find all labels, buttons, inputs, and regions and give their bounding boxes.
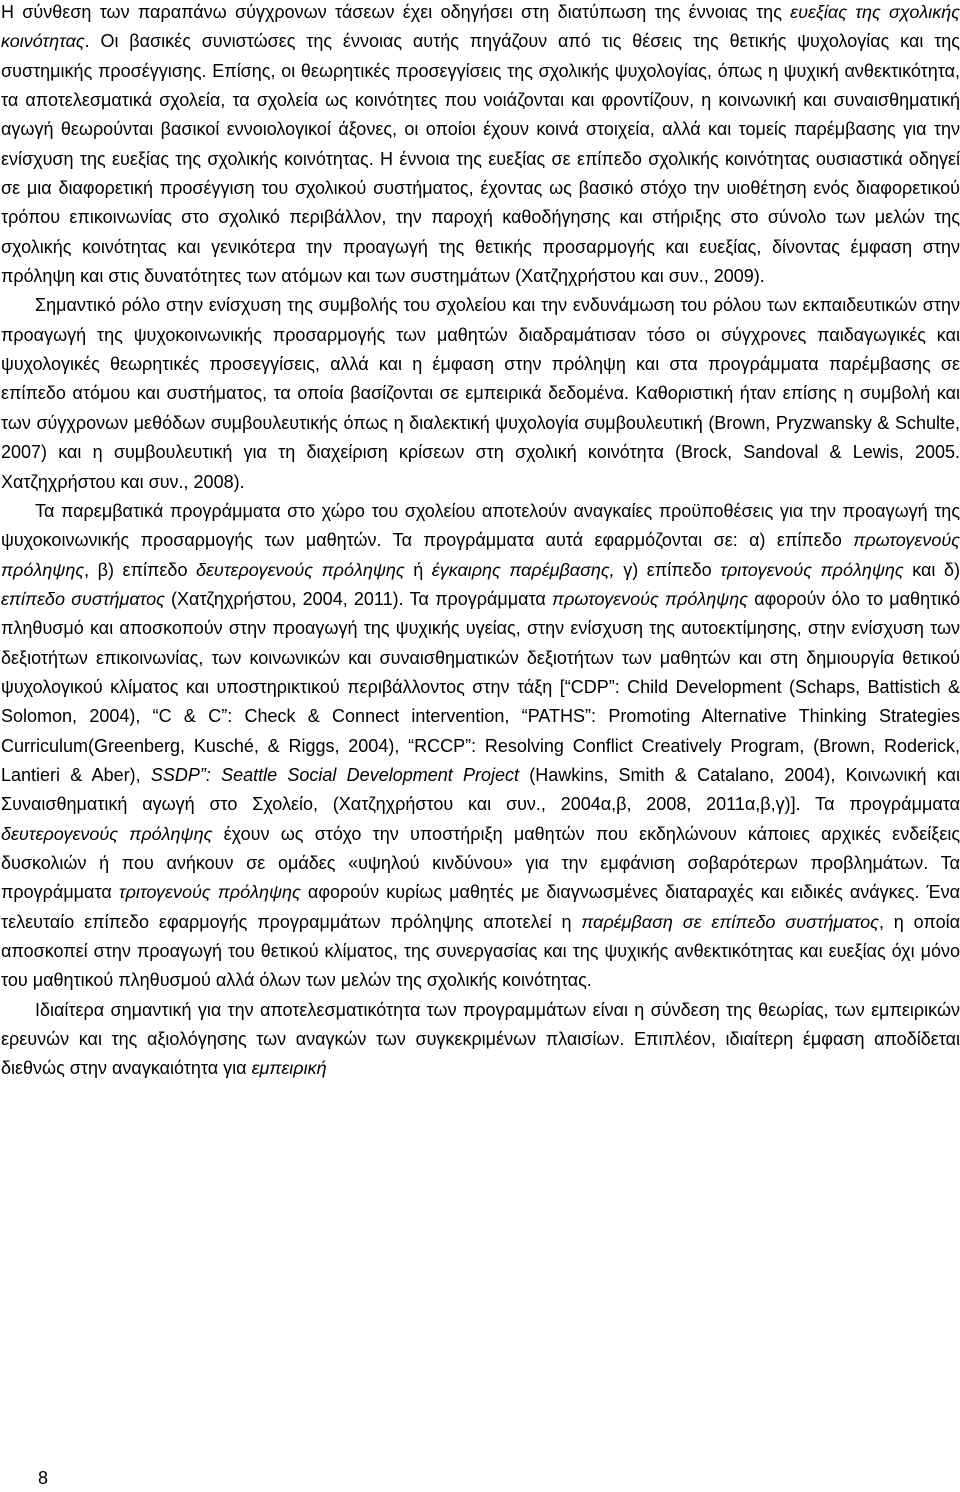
italic-text-run: πρωτογενούς πρόληψης bbox=[552, 588, 749, 609]
italic-text-run: εμπειρική bbox=[251, 1058, 327, 1079]
paragraph-1 bbox=[1, 0, 960, 291]
italic-text-run: τριτογενούς πρόληψης bbox=[720, 559, 904, 580]
italic-text-run: επίπεδο συστήματος bbox=[1, 588, 165, 609]
page-number: 8 bbox=[38, 1468, 49, 1488]
text-run: Τα παρεμβατικά προγράμματα στο χώρο του σχολείου αποτελούν αναγκαίες προϋποθέσεις για την προαγωγή της ψυχοκοινωνικής προσαρμογής των μαθητών. Τα προγράμματα αυτά εφαρμόζονται σε: α) επίπεδο bbox=[1, 500, 960, 551]
text-run: Η σύνθεση των παραπάνω σύγχρονων τάσεων έχει οδηγήσει στη διατύπωση της έννοιας της bbox=[1, 2, 791, 22]
text-run: γ) επίπεδο bbox=[614, 559, 721, 580]
text-run: . Οι βασικές συνιστώσες της έννοιας αυτής πηγάζουν από τις θέσεις της θετικής ψυχολογίας και της συστημικής προσέγγισης. Επίσης, οι θεωρητικές προσεγγίσεις της σχολικής ψυχολογίας, όπως η ψυχική ανθεκτικότητα, τα αποτελεσματικά σχολεία, τα σχολεία ως κοινότητες που νοιάζονται και φροντίζουν, η κοινωνική και συναισθηματική αγωγή θεωρούνται βασικοί εννοιολογικοί άξονες, οι οποίοι έχουν κοινά στοιχεία, αλλά και τομείς παρέμβασης για την ενίσχυση της ευεξίας της σχολικής κοινότητας. Η έννοια της ευεξίας σε επίπεδο σχολικής κοινότητας ουσιαστικά οδηγεί σε μια διαφορετική προσέγγιση του σχολικού συστήματος, έχοντας ως βασικό στόχο την υιοθέτηση ενός διαφορετικού τρόπου επικοινωνίας στο σχολικό περιβάλλον, την παροχή καθοδήγησης και στήριξης στο σύνολο των μελών της σχολικής κοινότητας και γενικότερα την προαγωγή της θετικής προσαρμογής και ευεξίας, δίνοντας έμφαση στην πρόληψη και στις δυνατότητες των ατόμων και των συστημάτων (Χατζηχρήστου και συν., 2009). bbox=[1, 31, 960, 287]
text-run: Σημαντικό ρόλο στην ενίσχυση της συμβολής του σχολείου και την ενδυνάμωση του ρόλου των εκπαιδευτικών στην προαγωγή της ψυχοκοινωνικής προσαρμογής των μαθητών διαδραμάτισαν τόσο οι σύγχρονες παιδαγωγικές και ψυχολογικές θεωρητικές προσεγγίσεις, αλλά και η έμφαση στην πρόληψη και στα προγράμματα παρέμβασης σε επίπεδο ατόμου και συστήματος, τα οποία βασίζονται σε εμπειρικά δεδομένα. Καθοριστική ήταν επίσης η συμβολή και των σύγχρονων μεθόδων συμβουλευτικής όπως η διαλεκτική ψυχολογία συμβουλευτική (Brown, Pryzwansky & Schulte, 2007) και η συμβουλευτική για τη διαχείριση κρίσεων στη σχολική κοινότητα (Brock, Sandoval & Lewis, 2005. Χατζηχρήστου και συν., 2008). bbox=[1, 295, 960, 492]
italic-text-run: παρέμβαση σε επίπεδο συστήματος bbox=[581, 911, 879, 932]
body-text bbox=[1, 0, 960, 1084]
text-run: και δ) bbox=[903, 559, 960, 580]
italic-text-run: δευτερογενούς πρόληψης bbox=[1, 823, 213, 844]
paragraph-3 bbox=[1, 497, 960, 996]
text-run: , β) επίπεδο bbox=[84, 559, 197, 580]
text-run: αφορούν όλο το μαθητικό πληθυσμό και αποσκοπούν στην προαγωγή της ψυχικής υγείας, στην ενίσχυση της αυτοεκτίμησης, στην ενίσχυση των δεξιοτήτων επικοινωνίας, των κοινωνικών και συναισθηματικών δεξιοτήτων των μαθητών και στη δημιουργία θετικού ψυχολογικού κλίματος και υποστηρικτικού περιβάλλοντος στην τάξη [“CDP”: Child Development (Schaps, Battistich & Solomon, 2004), “C & C”: Check & Connect intervention, “PATHS”: Promoting Alternative Thinking Strategies Curriculum(Greenberg, Kusché, & Riggs, 2004), “RCCP”: Resolving Conflict Creatively Program, (Brown, Roderick, Lantieri & Aber), bbox=[1, 588, 960, 785]
text-run: αφορούν κυρίως μαθητές με διαγνωσμένες διαταραχές και ειδικές ανάγκες. Ένα τελευταίο επίπεδο εφαρμογής προγραμμάτων πρόληψης αποτελεί η bbox=[1, 882, 960, 932]
text-run: (Χατζηχρήστου, 2004, 2011). Τα προγράμματα bbox=[164, 588, 553, 609]
text-run: Ιδιαίτερα σημαντική για την αποτελεσματικότητα των προγραμμάτων είναι η σύνδεση της θεωρίας, των εμπειρικών ερευνών και της αξιολόγησης των αναγκών των συγκεκριμένων πλαισίων. Επιπλέον, ιδιαίτερη έμφαση αποδίδεται διεθνώς στην αναγκαιότητα για bbox=[1, 999, 960, 1079]
italic-text-run: δευτερογενούς πρόληψης bbox=[196, 559, 405, 580]
italic-text-run: τριτογενούς πρόληψης bbox=[118, 882, 301, 903]
italic-text-run: πρωτογενούς πρόληψης bbox=[1, 530, 960, 580]
text-run: έχουν ως στόχο την υποστήριξη μαθητών που εκδηλώνουν κάποιες αρχικές ενδείξεις δυσκολιών ή που ανήκουν σε ομάδες «υψηλού κινδύνου» για την εμφάνιση σοβαρότερων προβλημάτων. Τα προγράμματα bbox=[1, 823, 960, 903]
italic-text-run: ευεξίας της σχολικής κοινότητας bbox=[1, 2, 960, 52]
italic-text-run: έγκαιρης παρέμβασης, bbox=[431, 559, 615, 580]
text-run: ή bbox=[404, 559, 432, 580]
paragraph-2 bbox=[1, 291, 960, 496]
italic-text-run: SSDP”: Seattle Social Development Project bbox=[150, 764, 520, 785]
text-run: (Hawkins, Smith & Catalano, 2004), Κοινωνική και Συναισθηματική αγωγή στο Σχολείο, (Χατζηχρήστου και συν., 2004α,β, 2008, 2011α,β,γ)]. Τα προγράμματα bbox=[1, 764, 960, 815]
text-run: , η οποία αποσκοπεί στην προαγωγή του θετικού κλίματος, της συνεργασίας και της ψυχικής ανθεκτικότητας και ευεξίας όχι μόνο του μαθητικού πληθυσμού αλλά όλων των μελών της σχολικής κοινότητας. bbox=[1, 911, 960, 991]
paragraph-4 bbox=[1, 996, 960, 1084]
